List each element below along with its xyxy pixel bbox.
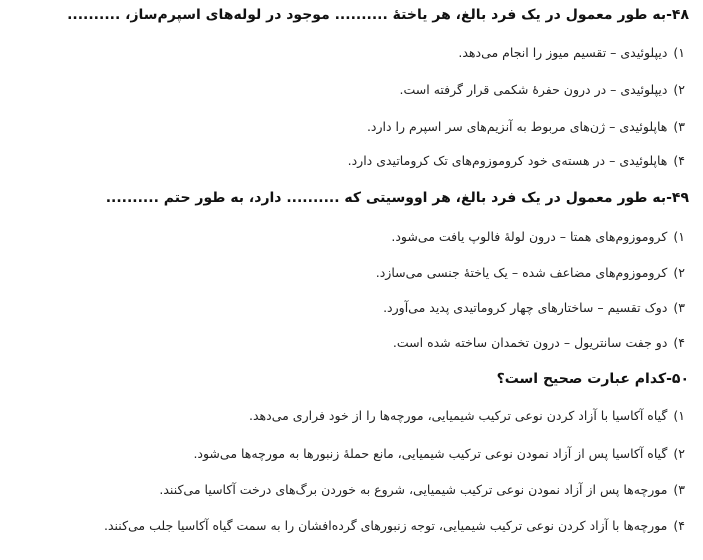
question-50-title: ۵۰-کدام عبارت صحیح است؟	[496, 371, 689, 387]
option-number: ۳)	[673, 482, 685, 497]
option-number: ۱)	[673, 229, 685, 244]
question-48-title: ۴۸-به طور معمول در یک فرد بالغ، هر یاختهٔ .......... موجود در لوله‌های اسپرم‌ساز، ..........	[67, 7, 689, 23]
option-text: هاپلوئیدی – ژن‌های مربوط به آنزیم‌های سر اسپرم را دارد.	[366, 119, 668, 134]
option-number: ۱)	[673, 408, 685, 423]
option-text: مورچه‌ها پس از آزاد نمودن نوعی ترکیب شیمیایی، شروع به خوردن برگ‌های درخت آکاسیا می‌کنند.	[159, 482, 668, 497]
option-text: کروموزوم‌های مضاعف شده – یک یاختهٔ جنسی می‌سازد.	[375, 265, 668, 280]
option-number: ۱)	[673, 45, 685, 60]
option-number: ۳)	[673, 119, 685, 134]
question-50-option-1	[5, 405, 689, 429]
question-50-option-2	[5, 443, 689, 467]
question-48-option-3	[5, 116, 689, 140]
question-48-option-4	[5, 150, 689, 174]
option-number: ۲)	[673, 446, 685, 461]
question-49-option-4	[5, 332, 689, 356]
option-number: ۴)	[673, 335, 685, 350]
question-48-option-1	[5, 42, 689, 66]
option-text: کروموزوم‌های همتا – درون لولهٔ فالوپ یافت می‌شود.	[391, 229, 668, 244]
option-text: دوک تقسیم – ساختارهای چهار کروماتیدی پدید می‌آورد.	[383, 300, 668, 315]
question-50-option-4	[5, 515, 689, 539]
question-49-title: ۴۹-به طور معمول در یک فرد بالغ، هر اووسیتی که .......... دارد، به طور حتم ..........	[105, 190, 689, 206]
option-text: دیپلوئیدی – تقسیم میوز را انجام می‌دهد.	[458, 45, 668, 60]
option-number: ۴)	[673, 518, 685, 533]
option-text: دیپلوئیدی – در درون حفرهٔ شکمی قرار گرفته است.	[399, 82, 668, 97]
option-number: ۲)	[673, 82, 685, 97]
option-text: هاپلوئیدی – در هسته‌ی خود کروموزوم‌های تک کروماتیدی دارد.	[347, 153, 668, 168]
option-text: گیاه آکاسیا پس از آزاد نمودن نوعی ترکیب شیمیایی، مانع حملهٔ زنبورها به مورچه‌ها می‌شود.	[193, 446, 668, 461]
option-number: ۴)	[673, 153, 685, 168]
option-text: مورچه‌ها با آزاد کردن نوعی ترکیب شیمیایی، توجه زنبورهای گرده‌افشان را به سمت گیاه آکاسیا جلب می‌کنند.	[103, 518, 668, 533]
option-text: دو جفت سانتریول – درون تخمدان ساخته شده است.	[392, 335, 668, 350]
option-number: ۳)	[673, 300, 685, 315]
question-49-option-3	[5, 297, 689, 321]
option-number: ۲)	[673, 265, 685, 280]
question-48-option-2	[5, 79, 689, 103]
option-text: گیاه آکاسیا با آزاد کردن نوعی ترکیب شیمیایی، مورچه‌ها را از خود فراری می‌دهد.	[249, 408, 668, 423]
question-49-option-1	[5, 226, 689, 250]
question-50-option-3	[5, 479, 689, 503]
question-49-option-2	[5, 262, 689, 286]
